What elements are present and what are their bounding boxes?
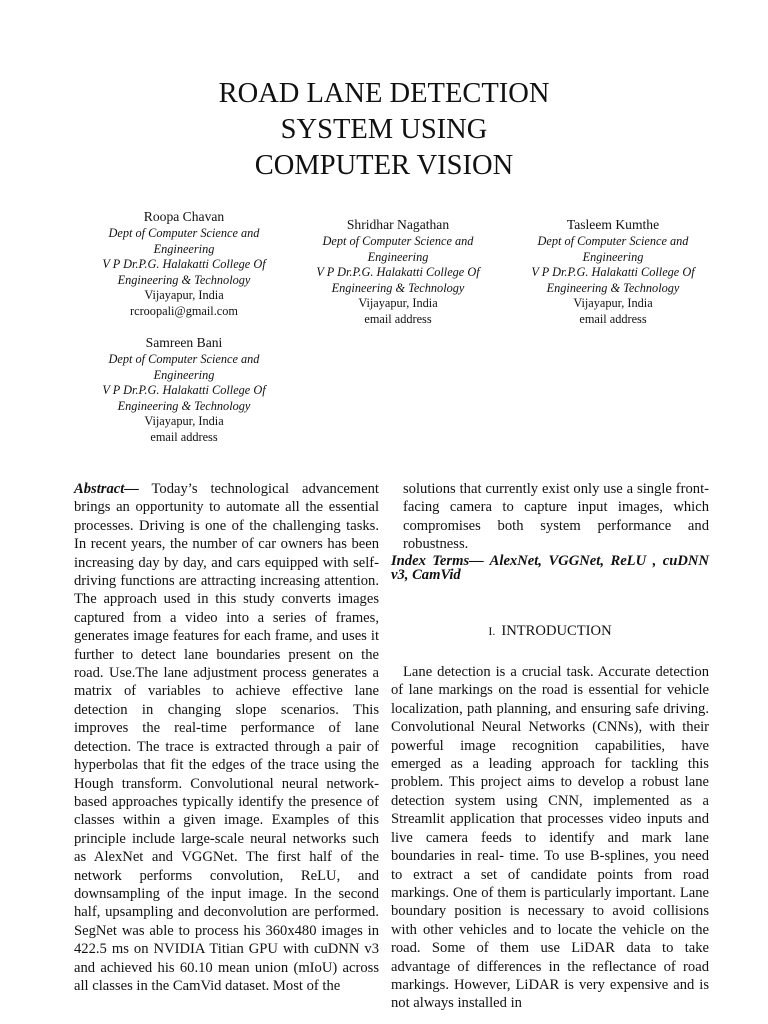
author-location: Vijayapur, India — [573, 296, 653, 311]
author-block-4 — [84, 334, 284, 446]
right-column — [391, 480, 709, 1013]
author-email: email address — [150, 429, 218, 444]
author-dept: Dept of Computer Science and Engineering — [108, 226, 260, 256]
author-college: V P Dr.P.G. Halakatti College Of Engineering & Technology — [102, 257, 266, 287]
author-college: V P Dr.P.G. Halakatti College Of Engineering & Technology — [316, 265, 480, 295]
author-college: V P Dr.P.G. Halakatti College Of Engineering & Technology — [531, 265, 695, 295]
author-block-1 — [84, 208, 284, 320]
title-line-3: COMPUTER VISION — [254, 150, 514, 181]
author-email: rcroopali@gmail.com — [130, 303, 238, 318]
section-heading — [391, 622, 709, 640]
author-location: Vijayapur, India — [144, 288, 224, 303]
author-name: Tasleem Kumthe — [566, 217, 660, 232]
author-dept: Dept of Computer Science and Engineering — [537, 234, 689, 264]
abstract-text: Today’s technological advancement brings an opportunity to automate all the essential processes. Driving is one of the challenging tasks. In recent years, the number of car owners has been increasing day by day, and cars equipped with self-driving functions are attracting increasing attention. The approach used in this study converts images captured from a video into a series of frames, generates image features for each frame, and uses it further to detect lane boundaries present on the road. Use.The lane adjustment process generates a matrix of variables to achieve effective lane detection in changing slope scenarios. This improves the real-time performance of lane detection. The trace is extracted through a pair of hyperbolas that fit the edges of the trace using the Hough transform. Convolutional neural network-based approaches typically identify the presence of classes within a given image. Examples of this principle include large-scale neural networks such as AlexNet and VGGNet. The first half of the network performs convolution, ReLU, and downsampling of the input image. In the second half, upsampling and deconvolution are performed. SegNet was able to process his 360x480 images in 422.5 ms on NVIDIA Titian GPU with cuDNN v3 and achieved his 60.10 mean union (mIoU) across all classes in the CamVid dataset. Most of the — [74, 481, 379, 994]
author-name: Shridhar Nagathan — [346, 217, 450, 232]
author-location: Vijayapur, India — [358, 296, 438, 311]
index-terms: Index Terms— AlexNet, VGGNet, ReLU , cuDNN v3, CamVid — [391, 552, 709, 583]
author-name: Samreen Bani — [145, 335, 223, 350]
author-dept: Dept of Computer Science and Engineering — [108, 352, 260, 382]
left-column — [74, 480, 379, 995]
author-block-3 — [513, 216, 713, 328]
abstract-continuation: solutions that currently exist only use a single front- facing camera to capture input images, which compromises both system performance and robustness. — [403, 481, 709, 553]
author-email: email address — [579, 311, 647, 326]
author-email: email address — [364, 311, 432, 326]
title-line-2: SYSTEM USING — [280, 114, 488, 145]
author-block-2 — [298, 216, 498, 328]
introduction-paragraph: Lane detection is a crucial task. Accurate detection of lane markings on the road is essential for vehicle localization, path planning, and ensuring safe driving. Convolutional Neural Networks (CNNs), with their powerful image recognition capabilities, have emerged as a leading approach for tackling this problem. This project aims to develop a robust lane detection system using CNN, implemented as a Streamlit application that processes video inputs and live camera feeds to identify and mark lane boundaries in real- time. To use B-splines, you need to extract a set of candidate points from road markings. One of them is particularly important. Lane boundary position is necessary to avoid collisions with other vehicles and to locate the vehicle on the road. Some of them use LiDAR data to take advantage of differences in the reflectance of road markings. However, LiDAR is very expensive and is not always installed in — [391, 664, 709, 1012]
paper-title — [0, 76, 768, 184]
author-dept: Dept of Computer Science and Engineering — [322, 234, 474, 264]
author-college: V P Dr.P.G. Halakatti College Of Engineering & Technology — [102, 383, 266, 413]
section-number: I. — [488, 623, 496, 638]
abstract-paragraph — [74, 480, 379, 995]
section-title: INTRODUCTION — [501, 622, 612, 639]
abstract-label: Abstract— — [74, 481, 139, 497]
author-name: Roopa Chavan — [143, 209, 225, 224]
title-line-1: ROAD LANE DETECTION — [218, 78, 550, 109]
author-location: Vijayapur, India — [144, 414, 224, 429]
